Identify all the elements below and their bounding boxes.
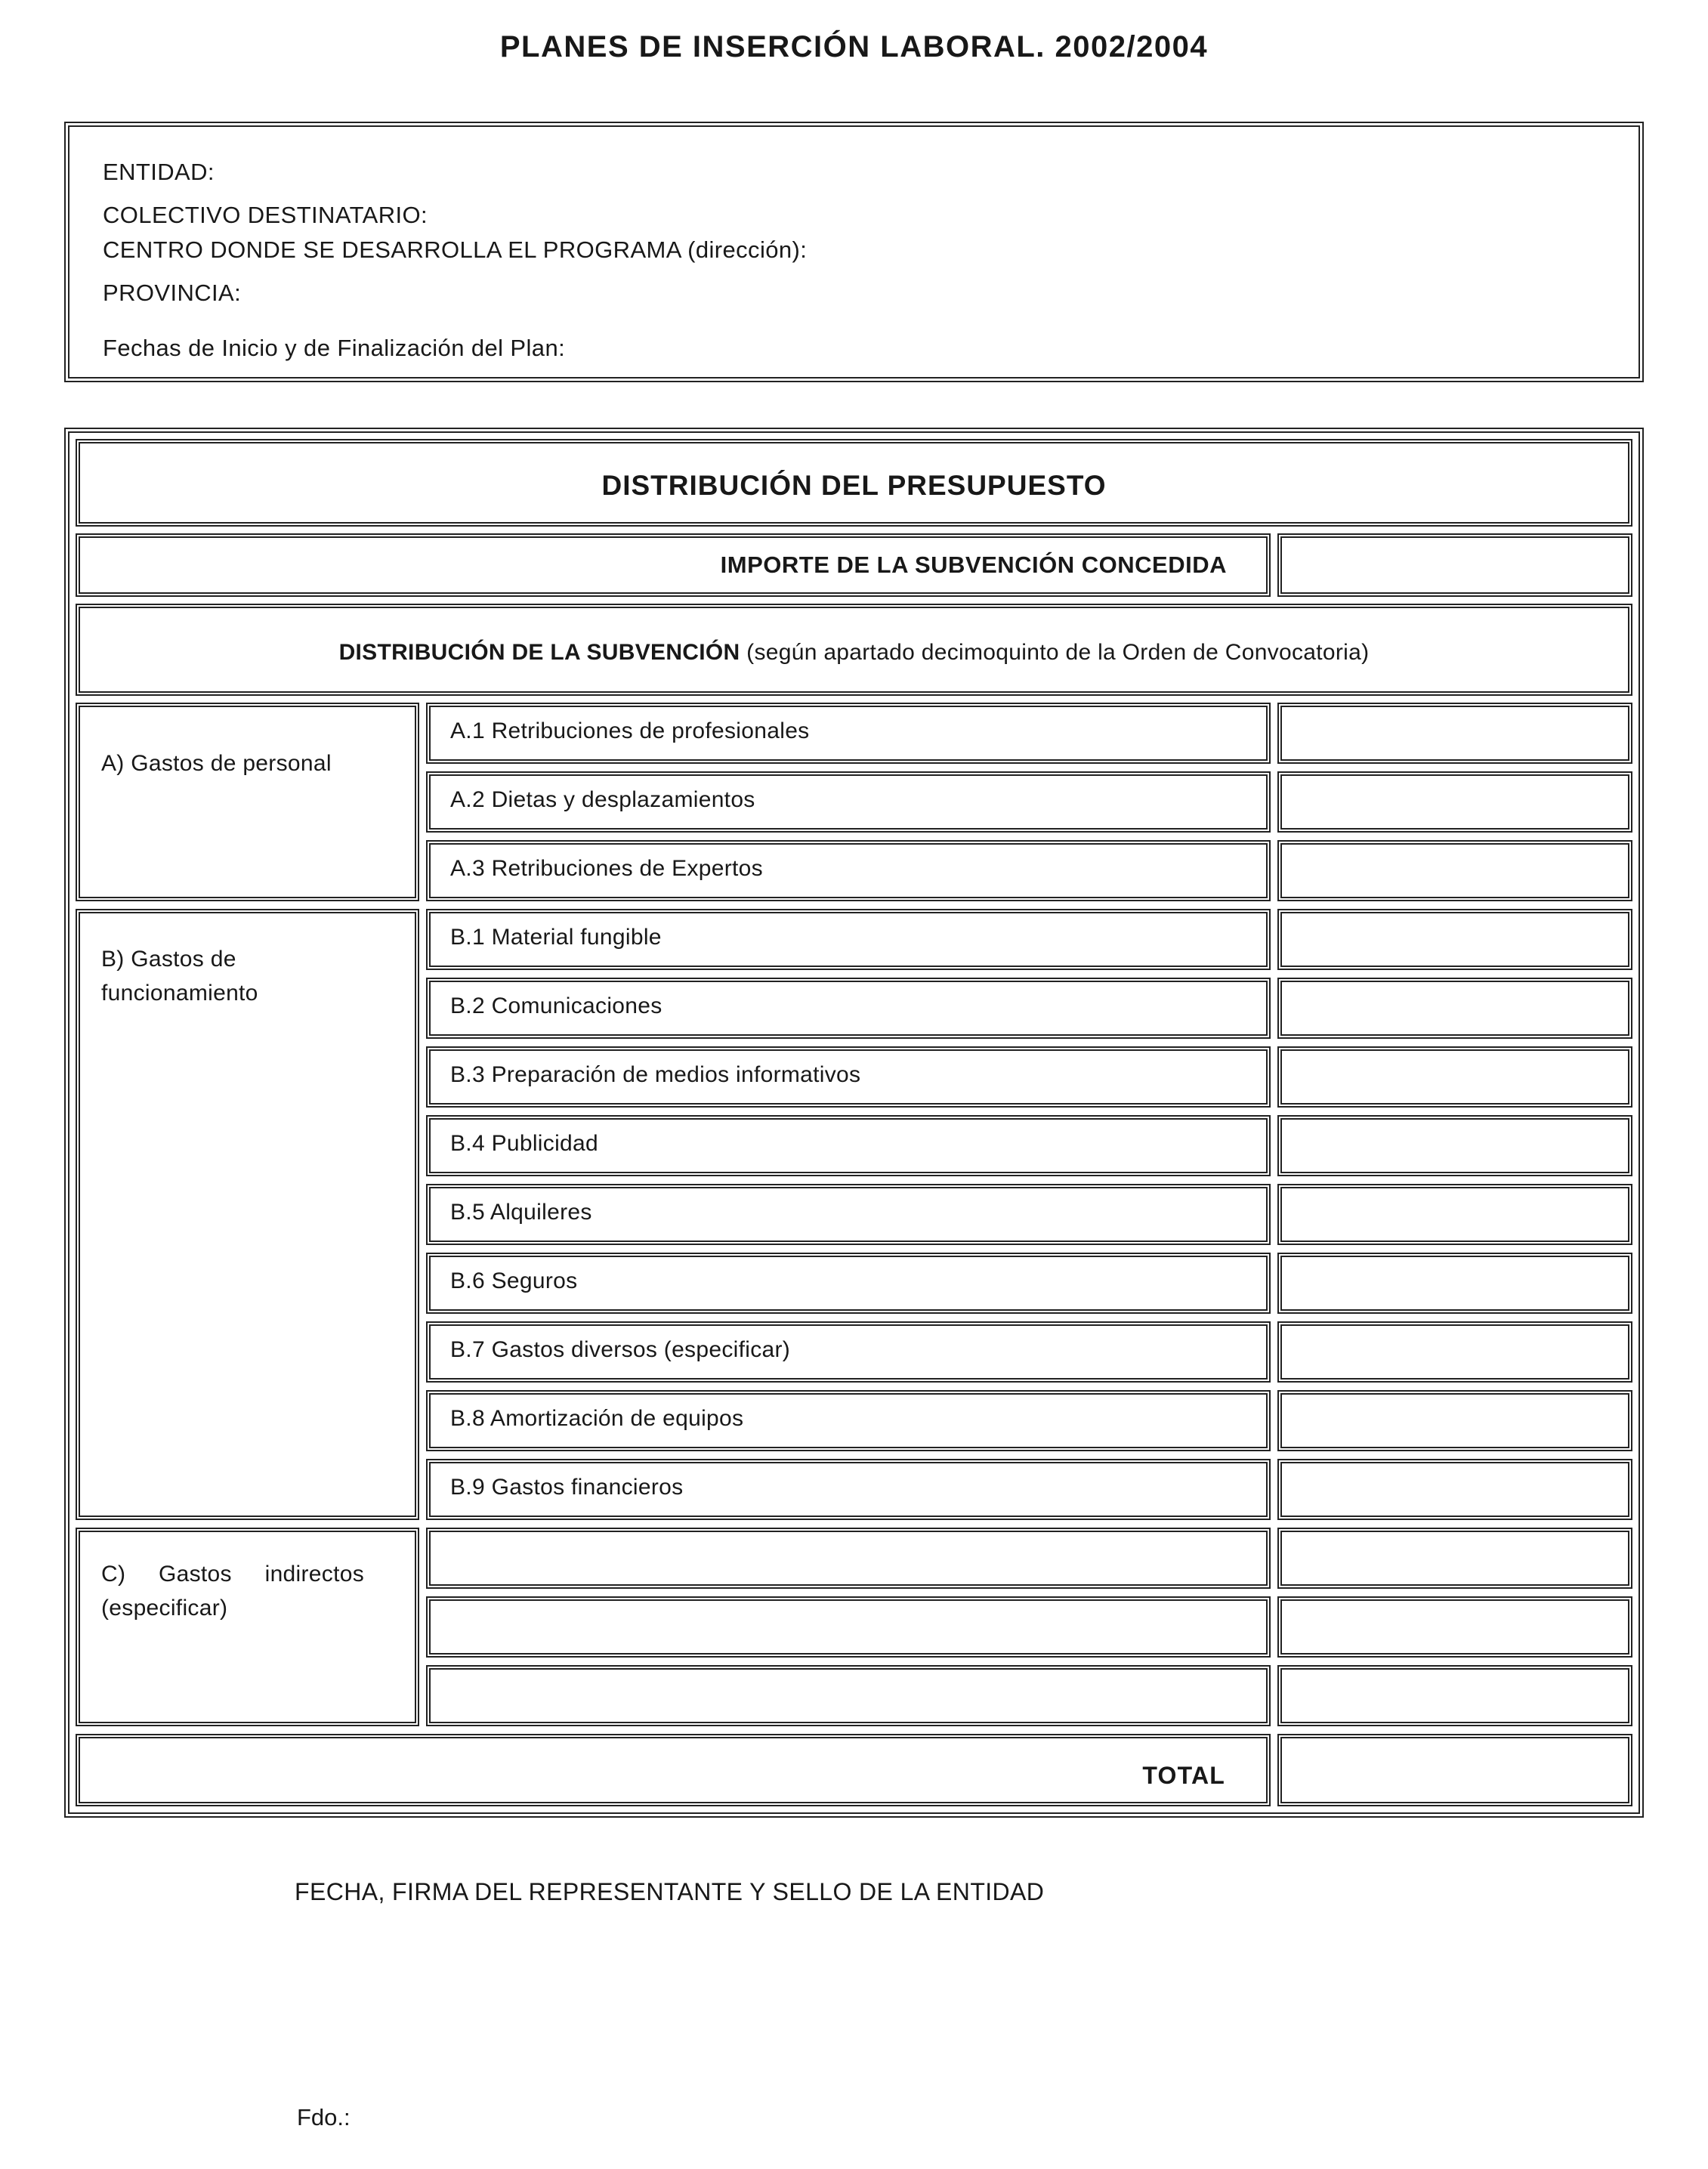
item-label-a3: A.3 Retribuciones de Expertos xyxy=(426,840,1271,901)
item-amount-c2-field[interactable] xyxy=(1277,1596,1632,1658)
item-amount-b5-field[interactable] xyxy=(1277,1184,1632,1245)
category-c-label: C) Gastos indirectos (especificar) xyxy=(101,1562,364,1621)
field-fechas-plan: Fechas de Inicio y de Finalización del Plan: xyxy=(103,335,566,361)
item-label-b4: B.4 Publicidad xyxy=(426,1115,1271,1176)
category-a-cell xyxy=(76,703,419,901)
item-amount-b4-field[interactable] xyxy=(1277,1115,1632,1176)
subsidy-granted-amount-field[interactable] xyxy=(1277,533,1632,597)
total-label: TOTAL xyxy=(76,1734,1271,1806)
field-centro-programa: CENTRO DONDE SE DESARROLLA EL PROGRAMA (dirección): xyxy=(103,236,808,263)
item-amount-c3-field[interactable] xyxy=(1277,1665,1632,1726)
signed-by-label: Fdo.: xyxy=(297,2104,351,2130)
entity-info-box xyxy=(64,122,1644,382)
item-label-a1: A.1 Retribuciones de profesionales xyxy=(426,703,1271,764)
total-amount-field[interactable] xyxy=(1277,1734,1632,1806)
subsidy-granted-label: IMPORTE DE LA SUBVENCIÓN CONCEDIDA xyxy=(76,533,1271,597)
distribution-heading-bold: DISTRIBUCIÓN DE LA SUBVENCIÓN xyxy=(338,640,740,665)
item-label-c1-field[interactable] xyxy=(426,1528,1271,1589)
item-amount-b7-field[interactable] xyxy=(1277,1321,1632,1383)
item-amount-b1-field[interactable] xyxy=(1277,909,1632,970)
item-amount-c1-field[interactable] xyxy=(1277,1528,1632,1589)
budget-distribution-table xyxy=(64,428,1644,1818)
budget-grid xyxy=(76,703,1632,1726)
field-provincia: PROVINCIA: xyxy=(103,280,242,306)
item-amount-b9-field[interactable] xyxy=(1277,1459,1632,1520)
signature-caption: FECHA, FIRMA DEL REPRESENTANTE Y SELLO DE LA ENTIDAD xyxy=(295,1878,1045,1905)
item-amount-a2-field[interactable] xyxy=(1277,771,1632,833)
item-label-b1: B.1 Material fungible xyxy=(426,909,1271,970)
distribution-heading-rest: (según apartado decimoquinto de la Orden de Convocatoria) xyxy=(740,640,1370,665)
category-c-cell xyxy=(76,1528,419,1726)
page-title: PLANES DE INSERCIÓN LABORAL. 2002/2004 xyxy=(499,30,1209,63)
category-a-label: A) Gastos de personal xyxy=(101,751,332,776)
item-amount-b2-field[interactable] xyxy=(1277,978,1632,1039)
item-label-b6: B.6 Seguros xyxy=(426,1253,1271,1314)
item-amount-a1-field[interactable] xyxy=(1277,703,1632,764)
item-label-b5: B.5 Alquileres xyxy=(426,1184,1271,1245)
total-row xyxy=(76,1734,1632,1806)
field-colectivo-destinatario: COLECTIVO DESTINATARIO: xyxy=(103,202,428,228)
item-label-c2-field[interactable] xyxy=(426,1596,1271,1658)
item-amount-b6-field[interactable] xyxy=(1277,1253,1632,1314)
item-label-b8: B.8 Amortización de equipos xyxy=(426,1390,1271,1451)
item-label-b2: B.2 Comunicaciones xyxy=(426,978,1271,1039)
item-label-c3-field[interactable] xyxy=(426,1665,1271,1726)
item-amount-b3-field[interactable] xyxy=(1277,1046,1632,1108)
category-b-label: B) Gastos de funcionamiento xyxy=(101,947,258,1006)
budget-table-title: DISTRIBUCIÓN DEL PRESUPUESTO xyxy=(76,439,1632,527)
item-label-b3: B.3 Preparación de medios informativos xyxy=(426,1046,1271,1108)
distribution-heading xyxy=(76,604,1632,696)
item-label-b9: B.9 Gastos financieros xyxy=(426,1459,1271,1520)
field-entidad: ENTIDAD: xyxy=(103,159,215,185)
item-amount-a3-field[interactable] xyxy=(1277,840,1632,901)
item-label-a2: A.2 Dietas y desplazamientos xyxy=(426,771,1271,833)
subsidy-granted-row xyxy=(76,533,1632,597)
category-b-cell xyxy=(76,909,419,1520)
item-label-b7: B.7 Gastos diversos (especificar) xyxy=(426,1321,1271,1383)
item-amount-b8-field[interactable] xyxy=(1277,1390,1632,1451)
